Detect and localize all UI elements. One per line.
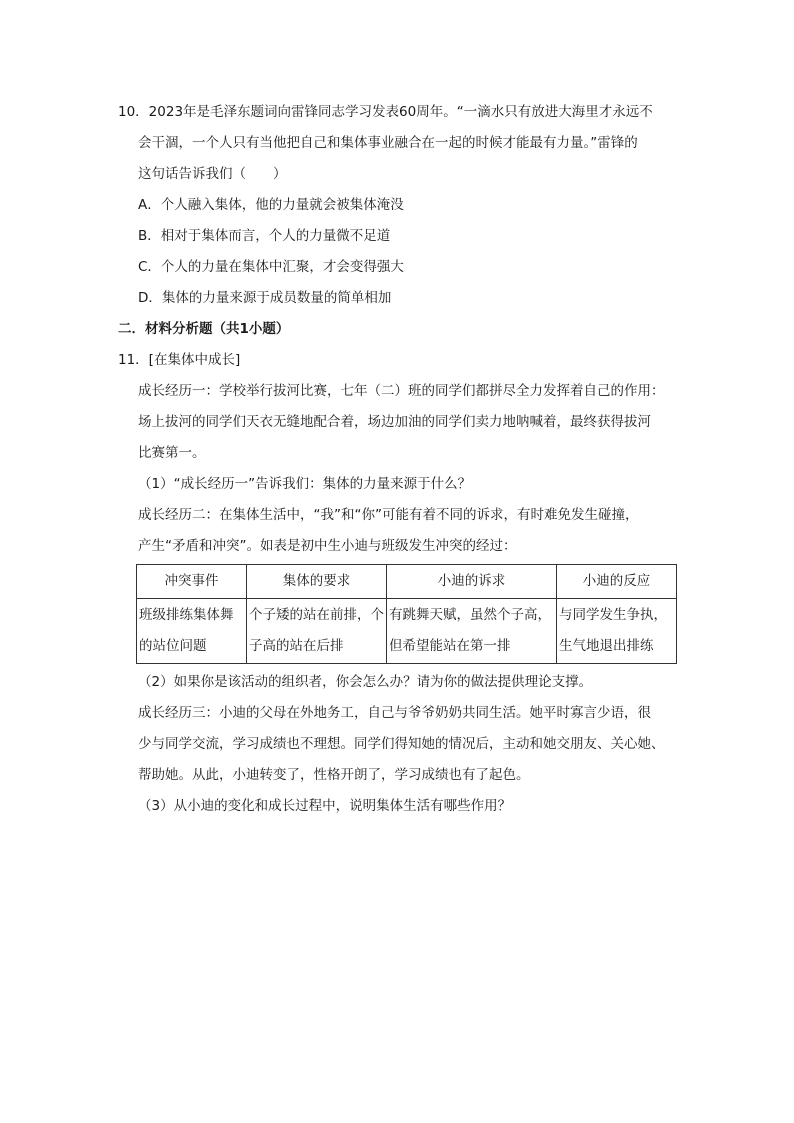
q10-option-d: D．集体的力量来源于成员数量的简单相加: [138, 290, 392, 306]
q11-exp3-line-2: 少与同学交流，学习成绩也不理想。同学们得知她的情况后，主动和她交朋友、关心她、: [138, 736, 665, 752]
conflict-table-header-appeal: 小迪的诉求: [387, 565, 557, 599]
q11-exp1-line-1: 成长经历一：学校举行拔河比赛，七年（二）班的同学们都拼尽全力发挥着自己的作用：: [138, 383, 665, 399]
conflict-table-header-collective: 集体的要求: [247, 565, 387, 599]
q10-option-b: B．相对于集体而言，个人的力量微不足道: [138, 228, 391, 244]
cell-line: 但希望能站在第一排: [389, 638, 511, 654]
q11-exp2-line-2: 产生“矛盾和冲突”。如表是初中生小迪与班级发生冲突的经过：: [138, 538, 517, 554]
cell-line: 个子矮的站在前排，个: [249, 607, 384, 623]
conflict-table-cell-collective: [247, 599, 387, 664]
section-2-title: 二．材料分析题（共1小题）: [118, 321, 290, 337]
cell-line: 班级排练集体舞: [139, 607, 234, 623]
q10-option-c: C．个人的力量在集体中汇聚，才会变得强大: [138, 259, 404, 275]
q11-exp3-line-3: 帮助她。从此，小迪转变了，性格开朗了，学习成绩也有了起色。: [138, 767, 530, 783]
q10-stem-line-2: 会干涸，一个人只有当他把自己和集体事业融合在一起的时候才能最有力量。”雷锋的: [138, 135, 638, 151]
conflict-table-header-reaction: 小迪的反应: [557, 565, 677, 599]
q11-subquestion-1: （1）“成长经历一”告诉我们：集体的力量来源于什么？: [138, 476, 472, 492]
table-row: [137, 599, 677, 664]
conflict-table-cell-event: [137, 599, 247, 664]
cell-line: 与同学发生争执，: [559, 607, 667, 623]
q11-heading: 11．[在集体中成长]: [118, 352, 241, 368]
q11-exp1-line-3: 比赛第一。: [138, 445, 206, 461]
q11-exp1-line-2: 场上拔河的同学们天衣无缝地配合着，场边加油的同学们卖力地呐喊着，最终获得拔河: [138, 414, 651, 430]
conflict-table: [136, 564, 677, 664]
cell-line: 有跳舞天赋，虽然个子高，: [389, 607, 551, 623]
conflict-table-header-event: 冲突事件: [137, 565, 247, 599]
cell-line: 的站位问题: [139, 638, 207, 654]
conflict-table-cell-reaction: [557, 599, 677, 664]
conflict-table-cell-appeal: [387, 599, 557, 664]
q11-exp2-line-1: 成长经历二：在集体生活中，“我”和“你”可能有着不同的诉求，有时难免发生碰撞，: [138, 507, 639, 523]
conflict-table-header-row: [137, 565, 677, 599]
q10-stem-line-1: 10．2023年是毛泽东题词向雷锋同志学习发表60周年。“一滴水只有放进大海里才永远不: [118, 104, 653, 120]
cell-line: 生气地退出排练: [559, 638, 654, 654]
cell-line: 子高的站在后排: [249, 638, 344, 654]
q11-subquestion-3: （3）从小迪的变化和成长过程中，说明集体生活有哪些作用？: [138, 798, 512, 814]
q10-option-a: A．个人融入集体，他的力量就会被集体淹没: [138, 197, 404, 213]
q11-subquestion-2: （2）如果你是该活动的组织者，你会怎么办？请为你的做法提供理论支撑。: [138, 674, 593, 690]
q11-exp3-line-1: 成长经历三：小迪的父母在外地务工，自己与爷爷奶奶共同生活。她平时寡言少语，很: [138, 705, 651, 721]
q10-stem-line-3: 这句话告诉我们（ ）: [138, 166, 287, 182]
